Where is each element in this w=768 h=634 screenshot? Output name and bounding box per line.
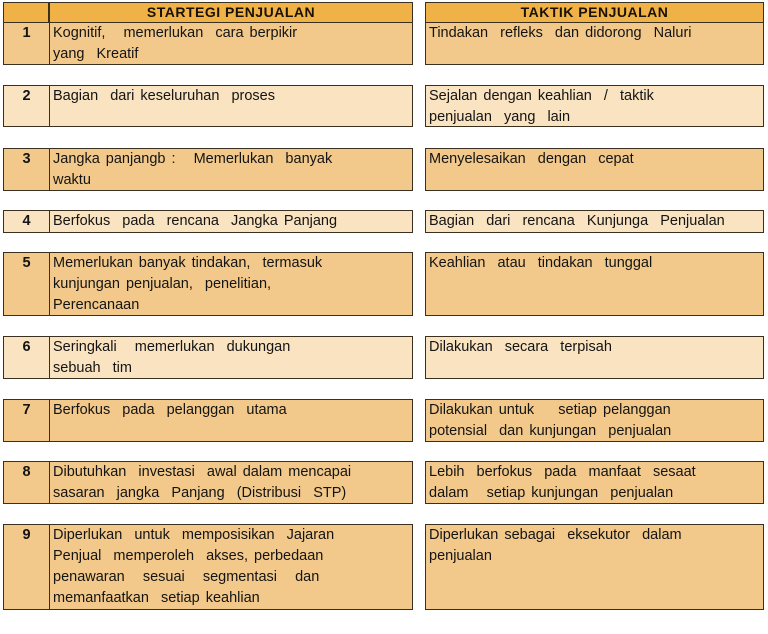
row-number: 1 [3,22,50,65]
tactic-cell [425,252,764,316]
row-number: 7 [3,399,50,442]
strategy-text-line: Berfokus pada rencana Jangka Panjang [53,213,338,229]
tactic-text-line: Dilakukan secara terpisah [429,339,612,355]
strategy-text-line: penawaran sesuai segmentasi dan [53,569,320,585]
strategy-text-line: Penjual memperoleh akses, perbedaan [53,548,324,564]
strategy-text-line: Dibutuhkan investasi awal dalam mencapai [53,464,352,480]
header-tactic: TAKTIK PENJUALAN [425,2,764,23]
strategy-cell [49,524,413,610]
tactic-text-line: penjualan [429,548,492,564]
strategy-text-line: Diperlukan untuk memposisikan Jajaran [53,527,335,543]
row-number: 8 [3,461,50,504]
row-number: 2 [3,85,50,127]
row-number: 4 [3,210,50,233]
tactic-cell [425,336,764,379]
strategy-text-line: Berfokus pada pelanggan utama [53,402,287,418]
strategy-cell [49,148,413,191]
tactic-text-line: Lebih berfokus pada manfaat sesaat [429,464,696,480]
tactic-cell [425,524,764,610]
strategy-text-line: sasaran jangka Panjang (Distribusi STP) [53,485,347,501]
tactic-text-line: penjualan yang lain [429,109,571,125]
tactic-cell [425,148,764,191]
strategy-text-line: Jangka panjangb : Memerlukan banyak [53,151,333,167]
header-number-column [3,2,49,23]
tactic-cell [425,210,764,233]
row-number: 3 [3,148,50,191]
header-strategy: STARTEGI PENJUALAN [49,2,413,23]
strategy-cell [49,22,413,65]
strategy-cell [49,399,413,442]
strategy-text-line: sebuah tim [53,360,132,376]
tactic-text-line: dalam setiap kunjungan penjualan [429,485,674,501]
tactic-text-line: Menyelesaikan dengan cepat [429,151,634,167]
strategy-cell [49,210,413,233]
tactic-text-line: Bagian dari rencana Kunjunga Penjualan [429,213,725,229]
strategy-cell [49,252,413,316]
strategy-text-line: memanfaatkan setiap keahlian [53,590,260,606]
strategy-text-line: yang Kreatif [53,46,139,62]
row-number: 6 [3,336,50,379]
tactic-text-line: potensial dan kunjungan penjualan [429,423,672,439]
tactic-cell [425,461,764,504]
strategy-cell [49,461,413,504]
strategy-cell [49,85,413,127]
strategy-text-line: kunjungan penjualan, penelitian, [53,276,272,292]
strategy-text-line: Memerlukan banyak tindakan, termasuk [53,255,323,271]
tactic-text-line: Dilakukan untuk setiap pelanggan [429,402,671,418]
tactic-text-line: Tindakan refleks dan didorong Naluri [429,25,692,41]
strategy-text-line: Kognitif, memerlukan cara berpikir [53,25,298,41]
strategy-text-line: Perencanaan [53,297,140,313]
strategy-text-line: Bagian dari keseluruhan proses [53,88,275,104]
row-number: 9 [3,524,50,610]
strategy-text-line: Seringkali memerlukan dukungan [53,339,291,355]
tactic-cell [425,399,764,442]
tactic-text-line: Keahlian atau tindakan tunggal [429,255,653,271]
row-number: 5 [3,252,50,316]
tactic-text-line: Sejalan dengan keahlian / taktik [429,88,654,104]
strategy-text-line: waktu [53,172,91,188]
tactic-cell [425,22,764,65]
tactic-cell [425,85,764,127]
strategy-cell [49,336,413,379]
tactic-text-line: Diperlukan sebagai eksekutor dalam [429,527,682,543]
